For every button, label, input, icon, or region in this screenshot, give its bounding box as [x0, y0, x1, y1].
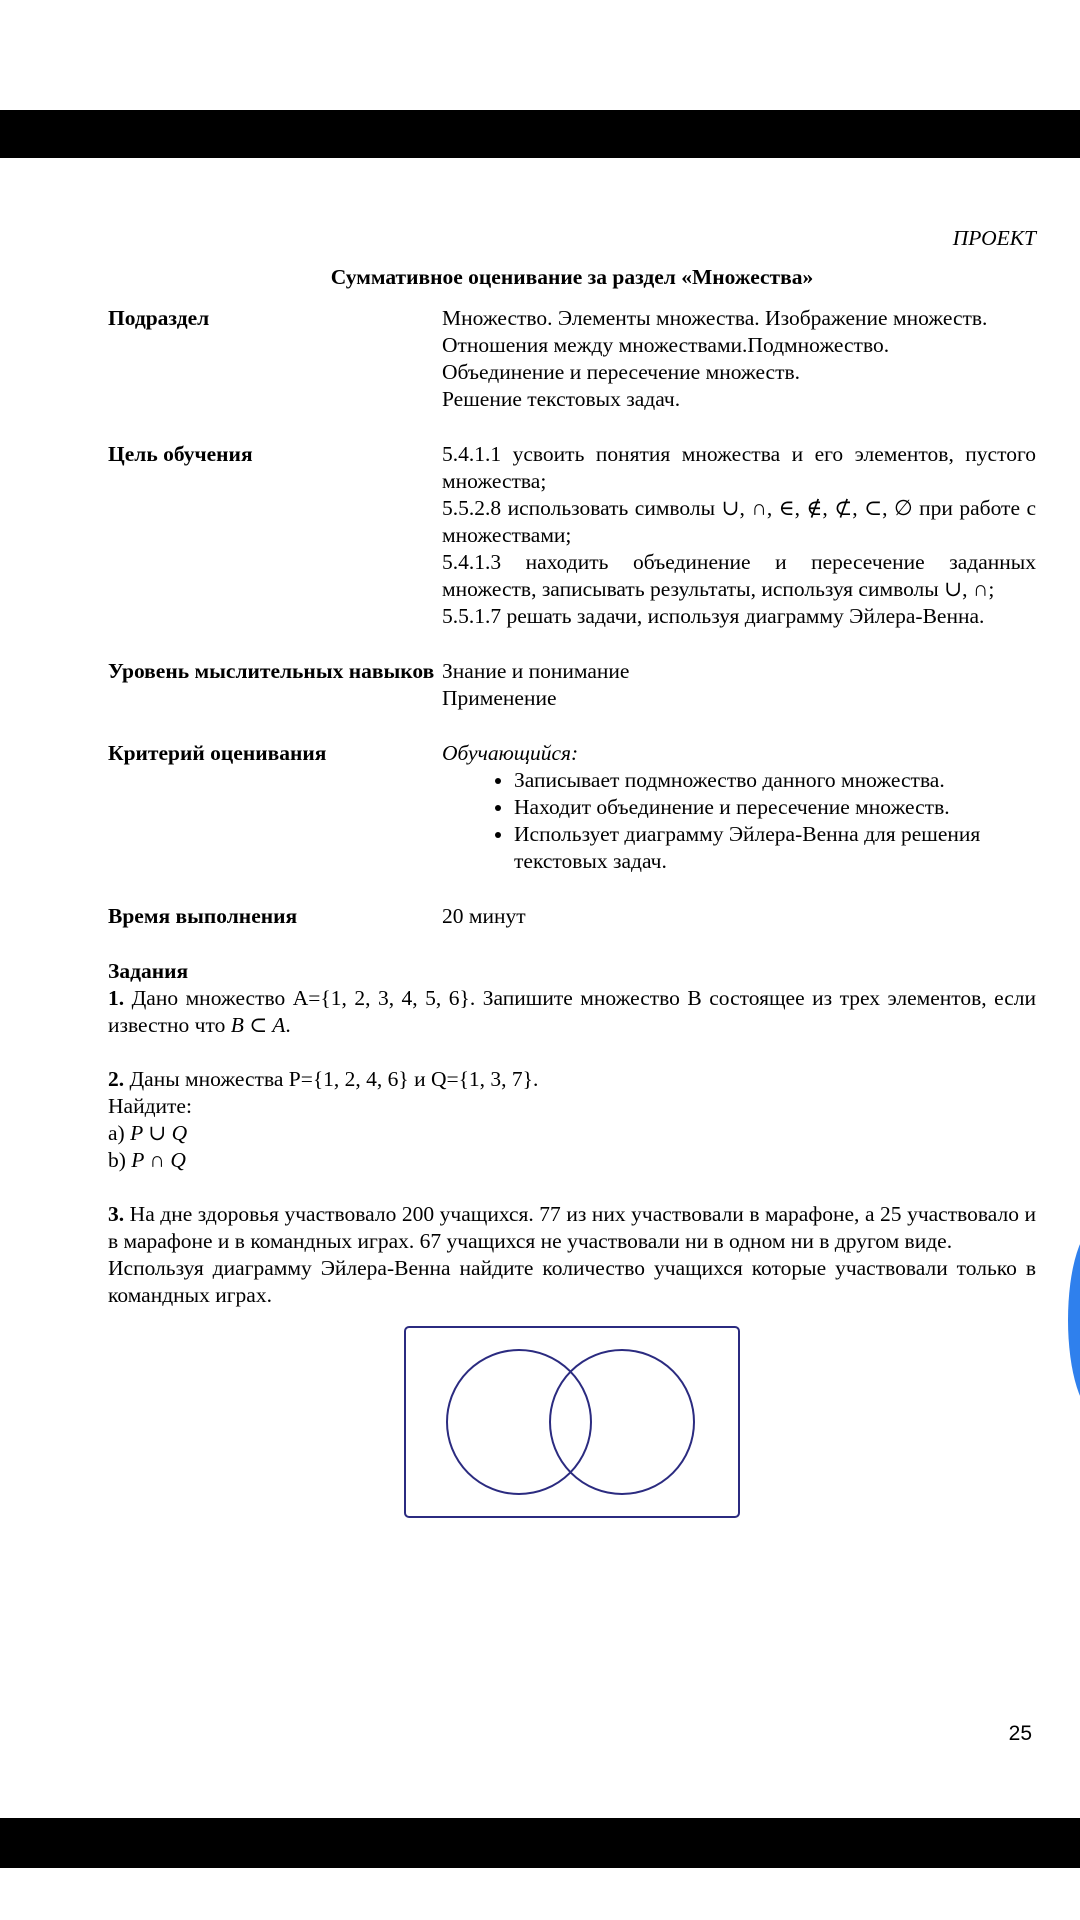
criteria-item: • Записывает подмножество данного множества. [514, 767, 1036, 794]
item-label: a) [108, 1121, 125, 1145]
task-2 [108, 1066, 1036, 1174]
content-line: Объединение и пересечение множеств. [442, 360, 801, 384]
top-black-bar [0, 110, 1080, 158]
content-line: 5.5.1.7 решать задачи, используя диаграмму Эйлера-Венна. [442, 604, 985, 628]
task-item-b [108, 1147, 1036, 1174]
item-formula: P ∪ Q [130, 1121, 188, 1145]
universal-set-rectangle [405, 1327, 739, 1517]
row-label: Время выполнения [108, 904, 298, 928]
content-line: 5.4.1.1 усвоить понятия множества и его элементов, пустого множества; [442, 442, 1036, 493]
task-number: 1. [108, 986, 125, 1010]
document-title: Суммативное оценивание за раздел «Множества» [330, 265, 814, 289]
task-number: 2. [108, 1067, 125, 1091]
row-label: Подраздел [108, 306, 210, 330]
content-line: 5.5.2.8 использовать символы ∪, ∩, ∈, ∉, ⊄, ⊂, ∅ при работе с множествами; [442, 496, 1036, 547]
row-subsection [108, 305, 1036, 413]
task-number: 3. [108, 1202, 125, 1226]
content-line: Отношения между множествами.Подмножество. [442, 333, 890, 357]
criteria-item: • Находит объединение и пересечение множеств. [514, 794, 1036, 821]
content-line: Множество. Элементы множества. Изображение множеств. [442, 306, 988, 330]
content-line: Знание и понимание [442, 659, 630, 683]
row-content: 20 минут [442, 904, 526, 928]
page-number: 25 [1008, 1722, 1032, 1745]
item-formula: P ∩ Q [131, 1148, 186, 1172]
bottom-black-bar [0, 1818, 1080, 1868]
criteria-list [442, 767, 1036, 875]
row-label: Цель обучения [108, 442, 253, 466]
content-line: 5.4.1.3 находить объединение и пересечение заданных множеств, записывать результаты, используя символы ∪, ∩; [442, 550, 1036, 601]
content-line: Применение [442, 686, 557, 710]
content-line: Решение текстовых задач. [442, 387, 681, 411]
row-content [442, 658, 1036, 712]
row-label: Критерий оценивания [108, 741, 327, 765]
item-label: b) [108, 1148, 126, 1172]
venn-svg [403, 1325, 743, 1521]
task-text: Дано множество A={1, 2, 3, 4, 5, 6}. Запишите множество B состоящее из трех элементов, если известно что [108, 986, 1036, 1037]
task-text: Даны множества P={1, 2, 4, 6} и Q={1, 3, 7}. [129, 1067, 539, 1091]
set-circle-right [550, 1350, 694, 1494]
criteria-intro: Обучающийся: [442, 741, 579, 765]
task-end: . [285, 1013, 291, 1037]
task-text-2: Используя диаграмму Эйлера-Венна найдите количество учащихся которые участвовали только в командных играх. [108, 1256, 1036, 1307]
task-item-a [108, 1120, 1036, 1147]
task-formula: B ⊂ A [230, 1013, 286, 1037]
row-criteria [108, 740, 1036, 875]
document-page [108, 225, 1036, 1528]
venn-diagram [403, 1325, 1036, 1528]
row-content [442, 740, 1036, 875]
row-content [442, 305, 1036, 413]
task-find: Найдите: [108, 1094, 192, 1118]
row-time [108, 903, 1036, 930]
task-text: На дне здоровья участвовало 200 учащихся. 77 из них участвовали в марафоне, а 25 участвовало и в марафоне и в командных играх. 67 учащихся не участвовали ни в одном ни в другом виде. [108, 1202, 1036, 1253]
row-level [108, 658, 1036, 712]
row-goal [108, 441, 1036, 630]
tasks-heading: Задания [108, 959, 189, 983]
task-3 [108, 1201, 1036, 1309]
task-1 [108, 985, 1036, 1039]
project-stamp: ПРОЕКТ [952, 226, 1036, 250]
floating-button-edge[interactable] [1068, 1225, 1080, 1415]
row-content [442, 441, 1036, 630]
row-label: Уровень мыслительных навыков [108, 659, 435, 683]
criteria-item: • Использует диаграмму Эйлера-Венна для решения текстовых задач. [514, 821, 1036, 875]
